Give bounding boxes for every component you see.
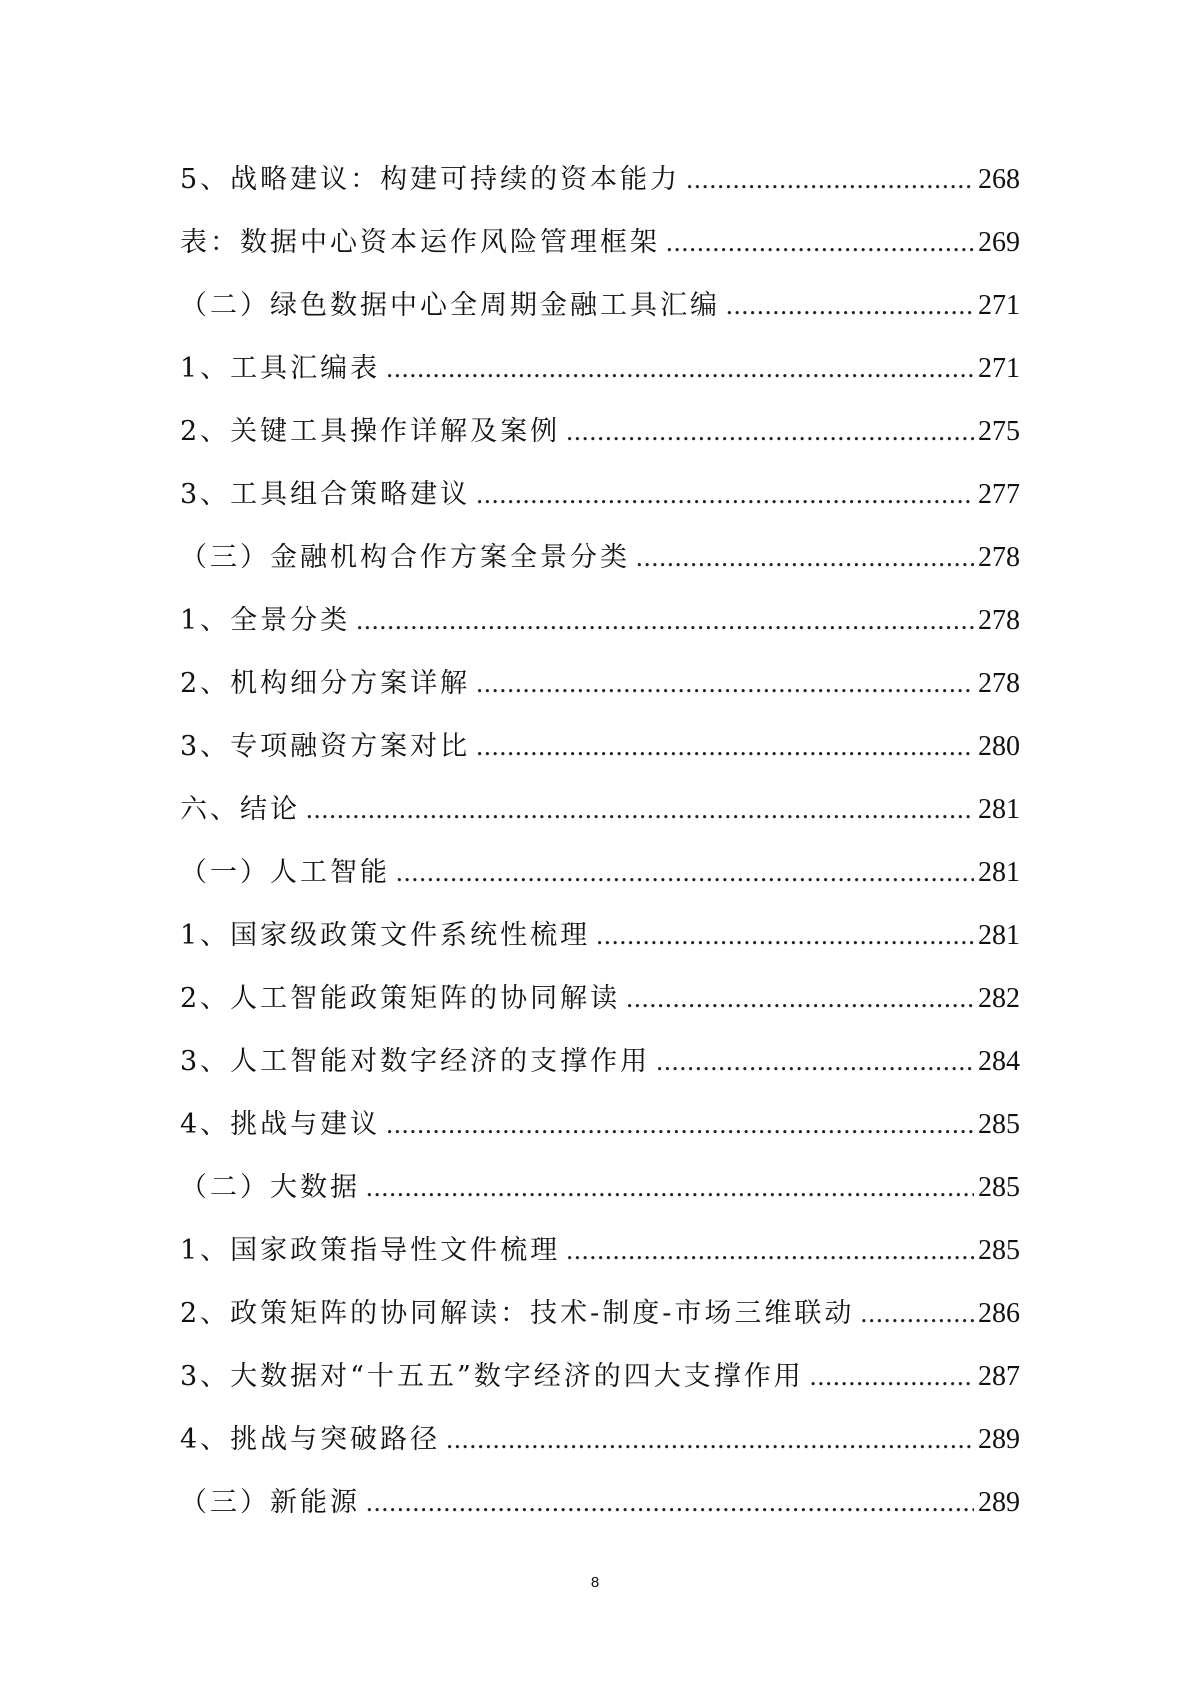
toc-entry[interactable] bbox=[180, 148, 1020, 211]
toc-entry[interactable] bbox=[180, 904, 1020, 967]
toc-entry-page: 284 bbox=[978, 1046, 1020, 1077]
toc-leader-dots bbox=[306, 778, 974, 841]
toc-entry-page: 278 bbox=[978, 668, 1020, 699]
toc-leader-dots bbox=[596, 904, 974, 967]
toc-entry-page: 289 bbox=[978, 1487, 1020, 1518]
toc-entry-page: 285 bbox=[978, 1172, 1020, 1203]
toc-entry-page: 287 bbox=[978, 1361, 1020, 1392]
toc-leader-dots bbox=[860, 1282, 974, 1345]
toc-entry-page: 271 bbox=[978, 290, 1020, 321]
toc-entry[interactable] bbox=[180, 463, 1020, 526]
toc-entry-title: 3、专项融资方案对比 bbox=[180, 731, 471, 762]
toc-entry[interactable] bbox=[180, 211, 1020, 274]
toc-leader-dots bbox=[476, 715, 974, 778]
toc-entry-page: 268 bbox=[978, 164, 1020, 195]
toc-entry-title: 1、全景分类 bbox=[180, 605, 351, 636]
page-number: 8 bbox=[590, 1574, 600, 1591]
toc-entry[interactable] bbox=[180, 1471, 1020, 1534]
toc-entry[interactable] bbox=[180, 1156, 1020, 1219]
toc-entry[interactable] bbox=[180, 1093, 1020, 1156]
toc-entry[interactable] bbox=[180, 1030, 1020, 1093]
toc-entry[interactable] bbox=[180, 589, 1020, 652]
toc-leader-dots bbox=[686, 148, 974, 211]
toc-entry-title: 4、挑战与建议 bbox=[180, 1109, 381, 1140]
toc-leader-dots bbox=[476, 652, 974, 715]
toc-entry-title: （二）绿色数据中心全周期金融工具汇编 bbox=[180, 290, 720, 321]
toc-entry-title: 1、国家级政策文件系统性梳理 bbox=[180, 920, 591, 951]
toc-entry-title: （一）人工智能 bbox=[180, 857, 390, 888]
toc-leader-dots bbox=[446, 1408, 974, 1471]
toc-entry-title: 2、关键工具操作详解及案例 bbox=[180, 416, 561, 447]
toc-entry-page: 275 bbox=[978, 416, 1020, 447]
toc-entry-page: 281 bbox=[978, 857, 1020, 888]
toc-entry[interactable] bbox=[180, 715, 1020, 778]
toc-entry-title: 5、战略建议：构建可持续的资本能力 bbox=[180, 164, 681, 195]
toc-leader-dots bbox=[666, 211, 974, 274]
toc-leader-dots bbox=[476, 463, 974, 526]
toc-entry-page: 285 bbox=[978, 1235, 1020, 1266]
toc-entry[interactable] bbox=[180, 1408, 1020, 1471]
toc-entry-title: 六、结论 bbox=[180, 794, 300, 825]
toc-entry-title: 表：数据中心资本运作风险管理框架 bbox=[180, 227, 660, 258]
toc-leader-dots bbox=[626, 967, 974, 1030]
toc-entry-page: 282 bbox=[978, 983, 1020, 1014]
toc-entry[interactable] bbox=[180, 841, 1020, 904]
toc-leader-dots bbox=[566, 1219, 974, 1282]
toc-entry-title: 2、人工智能政策矩阵的协同解读 bbox=[180, 983, 621, 1014]
toc-entry[interactable] bbox=[180, 652, 1020, 715]
toc-leader-dots bbox=[810, 1345, 974, 1408]
toc-entry-page: 289 bbox=[978, 1424, 1020, 1455]
toc-leader-dots bbox=[656, 1030, 974, 1093]
toc-entry-page: 269 bbox=[978, 227, 1020, 258]
toc-entry[interactable] bbox=[180, 1219, 1020, 1282]
toc-entry-page: 278 bbox=[978, 542, 1020, 573]
toc-leader-dots bbox=[566, 400, 974, 463]
toc-entry[interactable] bbox=[180, 274, 1020, 337]
toc-entry-title: 3、人工智能对数字经济的支撑作用 bbox=[180, 1046, 651, 1077]
toc-entry-title: 3、工具组合策略建议 bbox=[180, 479, 471, 510]
toc-entry[interactable] bbox=[180, 1282, 1020, 1345]
toc-entry-title: 2、机构细分方案详解 bbox=[180, 668, 471, 699]
toc-entry-page: 271 bbox=[978, 353, 1020, 384]
toc-entry-title: （三）新能源 bbox=[180, 1487, 360, 1518]
toc-leader-dots bbox=[366, 1471, 974, 1534]
toc-entry-title: 3、大数据对“十五五”数字经济的四大支撑作用 bbox=[180, 1361, 804, 1392]
toc-entry[interactable] bbox=[180, 337, 1020, 400]
toc-entry-title: （二）大数据 bbox=[180, 1172, 360, 1203]
toc-leader-dots bbox=[396, 841, 974, 904]
toc-entry-page: 281 bbox=[978, 920, 1020, 951]
toc-leader-dots bbox=[386, 337, 974, 400]
toc-leader-dots bbox=[386, 1093, 974, 1156]
toc-entry[interactable] bbox=[180, 1345, 1020, 1408]
toc-entry-page: 286 bbox=[978, 1298, 1020, 1329]
toc-entry-title: 1、工具汇编表 bbox=[180, 353, 381, 384]
toc-entry-title: 4、挑战与突破路径 bbox=[180, 1424, 441, 1455]
toc-entry-page: 281 bbox=[978, 794, 1020, 825]
toc-entry-title: 1、国家政策指导性文件梳理 bbox=[180, 1235, 561, 1266]
toc-entry[interactable] bbox=[180, 400, 1020, 463]
toc-entry-title: （三）金融机构合作方案全景分类 bbox=[180, 542, 630, 573]
toc-entry-page: 285 bbox=[978, 1109, 1020, 1140]
toc-entry[interactable] bbox=[180, 526, 1020, 589]
toc-entry[interactable] bbox=[180, 967, 1020, 1030]
toc-entry-title: 2、政策矩阵的协同解读：技术-制度-市场三维联动 bbox=[180, 1298, 855, 1329]
toc-entry-page: 277 bbox=[978, 479, 1020, 510]
toc-leader-dots bbox=[366, 1156, 974, 1219]
toc-entry-page: 280 bbox=[978, 731, 1020, 762]
toc-leader-dots bbox=[356, 589, 974, 652]
toc-leader-dots bbox=[636, 526, 974, 589]
table-of-contents bbox=[180, 148, 1020, 1534]
toc-entry-page: 278 bbox=[978, 605, 1020, 636]
toc-entry[interactable] bbox=[180, 778, 1020, 841]
toc-leader-dots bbox=[726, 274, 974, 337]
